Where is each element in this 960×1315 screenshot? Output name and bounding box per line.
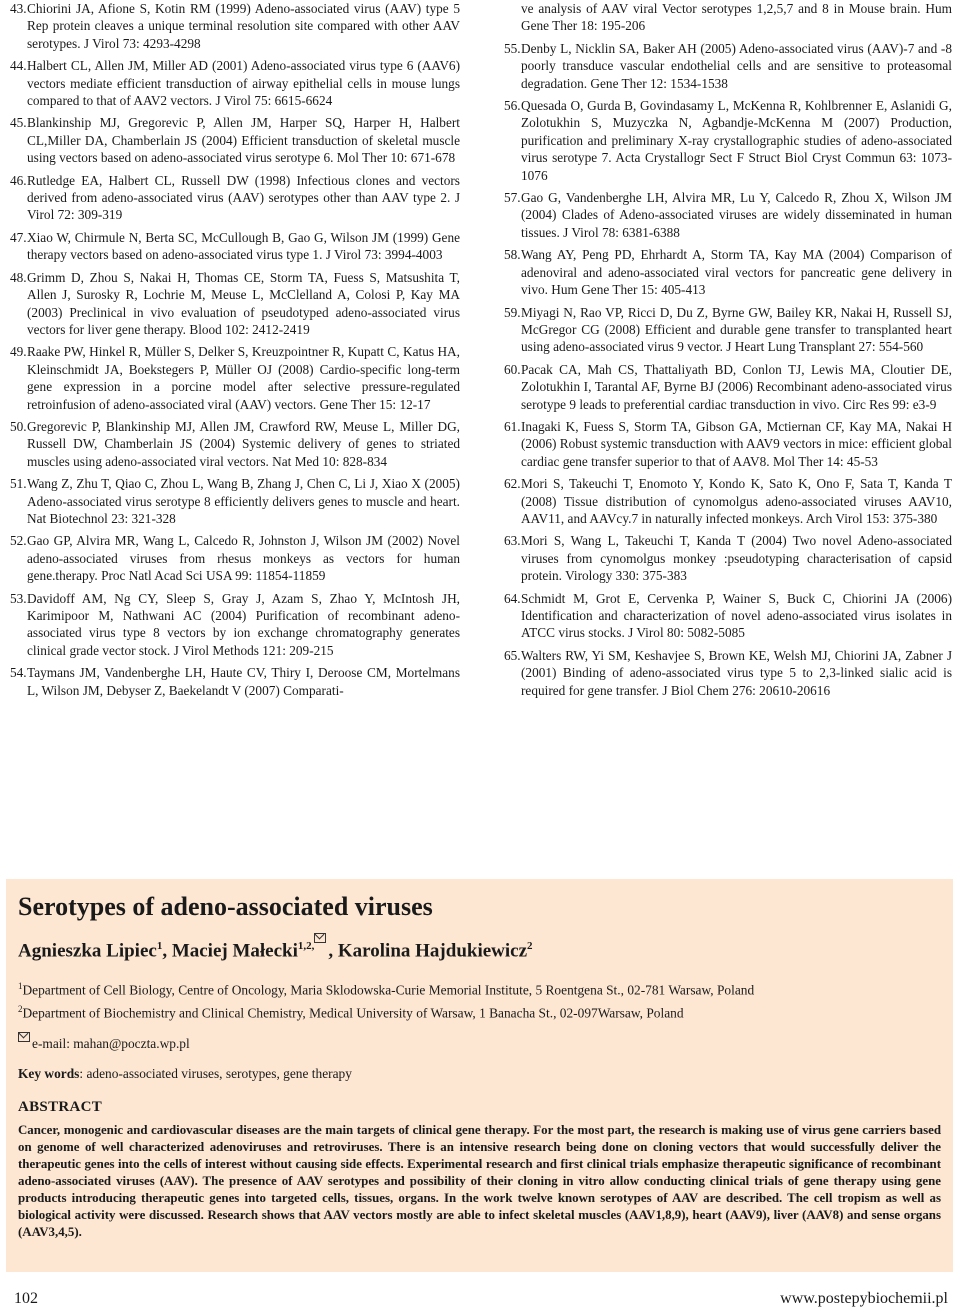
reference-text: Wang Z, Zhu T, Qiao C, Zhou L, Wang B, Zhang J, Chen C, Li J, Xiao X (2005) Adeno-associated virus serotype 8 efficiently delivers genes to muscle and heart. Nat Biotechnol 23: 321-328: [27, 476, 460, 526]
author-name: Karolina Hajdukiewicz: [337, 940, 528, 962]
reference-text: Mori S, Wang L, Takeuchi T, Kanda T (2004) Two novel Adeno-associated viruses from cynomolgus monkey :pseudotyping characterisation of capsid protein. Virology 330: 375-383: [521, 533, 952, 584]
abstract-text: Cancer, monogenic and cardiovascular diseases are the main targets of clinical gene therapy. For the most part, the research is making use of virus gene carriers based on genome of well characterized adenoviruses and retroviruses. There is an intensive research being done on cloning vectors that would successfully deliver the therapeutic genes into the cells of interest without causing side effects. Experimental research and first clinical trials emphasize therapeutic significance of recombinant adeno-associated viruses (AAV). The presence of AAV serotypes and possibility of their cloning in vitro allow conducting clinical trials of gene therapy using gene products introducing therapeutic genes into targeted cells, tissues, organs. In the work twelve known serotypes of AAV are described. The cell tropism as well as biological activity were discussed. Research shows that AAV vectors mostly are able to infect skeletal muscles (AAV1,8,9), heart (AAV9), liver (AAV8) and sense organs (AAV3,4,5).: [18, 1123, 941, 1240]
keywords-label: Key words: [18, 1066, 80, 1082]
journal-website: www.postepybiochemii.pl: [780, 1290, 948, 1307]
reference-number: 52.: [10, 533, 27, 549]
reference-text: Chiorini JA, Afione S, Kotin RM (1999) Adeno-associated virus (AAV) type 5 Rep protein cleaves a unique terminal resolution site compared with other AAV serotypes. J Virol 73: 4293-4298: [27, 1, 460, 51]
reference-number: 57.: [504, 190, 521, 206]
reference-text: Halbert CL, Allen JM, Miller AD (2001) Adeno-associated virus type 6 (AAV6) vectors mediate efficient transduction of airway epithelial cells in mouse lungs compared to that of AAV2 vectors. J Virol 75: 6615-6624: [27, 58, 460, 109]
reference-item: [504, 97, 952, 184]
reference-number: 48.: [10, 269, 27, 285]
affiliation-text: Department of Cell Biology, Centre of Oncology, Maria Sklodowska-Curie Memorial Institute, 5 Roentgena St., 02-781 Warsaw, Poland: [22, 982, 755, 998]
reference-number: 60.: [504, 361, 521, 377]
reference-item: [504, 647, 952, 699]
author-list: [18, 933, 941, 963]
reference-item: [10, 229, 460, 264]
reference-item: [10, 590, 460, 660]
reference-number: 45.: [10, 115, 27, 131]
references-left-column: [10, 0, 460, 704]
reference-item: [504, 304, 952, 356]
reference-text: Gao GP, Alvira MR, Wang L, Calcedo R, Johnston J, Wilson JM (2002) Novel adeno-associated viruses from rhesus monkeys as vectors for human gene.therapy. Proc Natl Acad Sci USA 99: 11854-11859: [27, 533, 460, 584]
keywords: [18, 1065, 941, 1083]
author-separator: ,: [162, 940, 172, 962]
reference-number: 51.: [10, 476, 27, 492]
author-affiliation-marker: 1,2,: [297, 940, 315, 952]
reference-item: [504, 40, 952, 92]
reference-number: 54.: [10, 665, 27, 681]
reference-text: Taymans JM, Vandenberghe LH, Haute CV, Thiry I, Deroose CM, Mortelmans L, Wilson JM, Debyser Z, Baekelandt V (2007) Comparati-: [27, 665, 460, 698]
reference-item: [10, 114, 460, 166]
reference-number: 65.: [504, 647, 521, 663]
reference-number: 56.: [504, 98, 521, 114]
reference-number: 46.: [10, 172, 27, 188]
reference-text: Walters RW, Yi SM, Keshavjee S, Brown KE, Welsh MJ, Chiorini JA, Zabner J (2001) Binding of adeno-associated virus type 5 to 2,3-linked sialic acid is required for gene transfer. J Biol Chem 276: 20610-20616: [521, 647, 952, 698]
affiliation: [18, 977, 941, 999]
reference-item: [504, 418, 952, 470]
reference-text: Wang AY, Peng PD, Ehrhardt A, Storm TA, Kay MA (2004) Comparison of adenoviral and adeno-associated viral vectors for pancreatic gene delivery in vivo. Hum Gene Ther 15: 405-413: [521, 247, 952, 298]
reference-item: [10, 57, 460, 109]
reference-item: [10, 343, 460, 413]
reference-text: Rutledge EA, Halbert CL, Russell DW (1998) Infectious clones and vectors derived from adeno-associated virus (AAV) serotypes other than AAV type 2. J Virol 72: 309-319: [27, 172, 460, 223]
reference-text: Gao G, Vandenberghe LH, Alvira MR, Lu Y, Calcedo R, Zhou X, Wilson JM (2004) Clades of Adeno-associated viruses are widely disseminated in human tissues. J Virol 78: 6381-6388: [521, 190, 952, 240]
reference-text: Miyagi N, Rao VP, Ricci D, Du Z, Byrne GW, Bailey KR, Nakai H, Russell SJ, McGregor CG (2008) Efficient and durable gene transfer to transplanted heart using adeno-associated virus 9 vector. J Heart Lung Transplant 27: 554-560: [521, 304, 952, 355]
reference-item: [10, 269, 460, 339]
reference-item: [504, 532, 952, 584]
reference-item: [10, 475, 460, 527]
page-number: 102: [14, 1290, 38, 1307]
affiliation-marker: 1: [18, 981, 23, 992]
reference-item: [504, 475, 952, 527]
reference-number: 47.: [10, 229, 27, 245]
reference-text: Grimm D, Zhou S, Nakai H, Thomas CE, Storm TA, Fuess S, Matsushita T, Allen J, Surosky R, Lochrie M, Meuse L, McClelland A, Colosi P, Kay MA (2003) Preclinical in vivo evaluation of pseudotyped adeno-associated virus vectors for liver gene therapy. Blood 102: 2412-2419: [27, 269, 460, 337]
reference-item: [504, 246, 952, 298]
reference-number: 43.: [10, 1, 27, 16]
reference-text: Inagaki K, Fuess S, Storm TA, Gibson GA, Mctiernan CF, Kay MA, Nakai H (2006) Robust systemic transduction with AAV9 vectors in mice: efficient global cardiac gene transfer superior to that of AAV8. Mol Ther 14: 45-53: [521, 418, 952, 469]
article-header-box: [6, 879, 953, 1272]
article-title: Serotypes of adeno-associated viruses: [18, 892, 433, 921]
abstract-heading: ABSTRACT: [18, 1099, 103, 1116]
reference-text: Quesada O, Gurda B, Govindasamy L, McKenna R, Kohlbrenner E, Aslanidi G, Zolotukhin S, Muzyczka N, Agbandje-McKenna M (2007) Production, purification and preliminary X-ray crystallographic studies of adeno-associated virus serotype 7. Acta Crystallogr Sect F Struct Biol Cryst Commun 63: 1073-1076: [521, 98, 952, 183]
reference-text: Xiao W, Chirmule N, Berta SC, McCullough B, Gao G, Wilson JM (1999) Gene therapy vectors based on adeno-associated virus type 1. J Virol 73: 3994-4003: [27, 229, 460, 263]
author-name: Agnieszka Lipiec: [18, 940, 157, 962]
reference-number: 49.: [10, 344, 27, 360]
reference-item: [504, 189, 952, 241]
reference-number: 44.: [10, 58, 27, 74]
email-text: e-mail: mahan@poczta.wp.pl: [32, 1036, 190, 1052]
reference-item: [10, 172, 460, 224]
reference-item: [10, 664, 460, 699]
reference-text: Blankinship MJ, Gregorevic P, Allen JM, Harper SQ, Harper H, Halbert CL,Miller DA, Chamberlain JS (2004) Efficient transduction of skeletal muscle using vectors based on adeno-associated virus serotype 6. Mol Ther 10: 671-678: [27, 115, 460, 166]
reference-number: 61.: [504, 418, 521, 434]
envelope-icon: [18, 1032, 30, 1042]
reference-number: 63.: [504, 533, 521, 549]
reference-text: Davidoff AM, Ng CY, Sleep S, Gray J, Azam S, Zhao Y, McIntosh JH, Karimipoor M, Nathwani AC (2004) Purification of recombinant adeno-associated virus type 8 vectors by ion exchange chromatography generates clinical grade vector stock. J Virol Methods 121: 209-215: [27, 590, 460, 658]
author-separator: ,: [328, 940, 338, 962]
reference-item: [10, 532, 460, 584]
reference-text: Pacak CA, Mah CS, Thattaliyath BD, Conlon TJ, Lewis MA, Cloutier DE, Zolotukhin I, Tarantal AF, Byrne BJ (2006) Recombinant adeno-associated virus serotype 9 leads to preferential cardiac transduction in vivo. Circ Res 99: e3-9: [521, 361, 952, 412]
author-name: Maciej Małecki: [171, 940, 298, 962]
reference-text: Schmidt M, Grot E, Cervenka P, Wainer S, Buck C, Chiorini JA (2006) Identification and characterization of novel adeno-associated virus isolates in ATCC virus stocks. J Virol 80: 5082-5085: [521, 590, 952, 641]
reference-item: [10, 0, 460, 52]
affiliation-marker: 2: [18, 1003, 23, 1014]
affiliation: [18, 1000, 941, 1022]
reference-number: 62.: [504, 476, 521, 492]
reference-item: [504, 361, 952, 413]
reference-number: 53.: [10, 590, 27, 606]
reference-number: 58.: [504, 247, 521, 263]
references-right-column: [504, 0, 952, 704]
reference-text: Raake PW, Hinkel R, Müller S, Delker S, Kreuzpointner R, Kupatt C, Katus HA, Kleinschmidt JA, Boekstegers P, Müller OJ (2008) Cardio-specific long-term gene expression in a porcine model after selective pressure-regulated retroinfusion of adeno-associated viral (AAV) vectors. Gene Ther 15: 12-17: [27, 344, 460, 412]
reference-item: [504, 590, 952, 642]
author-affiliation-marker: 1: [156, 940, 163, 952]
envelope-icon: [314, 940, 328, 952]
keywords-text: : adeno-associated viruses, serotypes, gene therapy: [79, 1066, 352, 1082]
reference-number: 50.: [10, 418, 27, 434]
contact-email: [18, 1032, 941, 1053]
reference-text: Denby L, Nicklin SA, Baker AH (2005) Adeno-associated virus (AAV)-7 and -8 poorly transduce vascular endothelial cells and are sensitive to proteasomal degradation. Gene Ther 12: 1534-1538: [521, 40, 952, 91]
reference-number: 64.: [504, 590, 521, 606]
reference-number: 55.: [504, 40, 521, 56]
reference-item: [10, 418, 460, 470]
reference-continuation: ve analysis of AAV viral Vector serotypes 1,2,5,7 and 8 in Mouse brain. Hum Gene Ther 18: 195-206: [521, 1, 952, 34]
reference-text: Gregorevic P, Blankinship MJ, Allen JM, Crawford RW, Meuse L, Miller DG, Russell DW, Chamberlain JS (2004) Systemic delivery of genes to striated muscles using adeno-associated viral vectors. Nat Med 10: 828-834: [27, 418, 460, 469]
author-affiliation-marker: 2: [527, 940, 533, 952]
reference-number: 59.: [504, 304, 521, 320]
reference-text: Mori S, Takeuchi T, Enomoto Y, Kondo K, Sato K, Ono F, Sata T, Kanda T (2008) Tissue distribution of cynomolgus adeno-associated viruses AAV10, AAV11, and AAVcy.7 in naturally infected monkeys. Arch Virol 153: 375-380: [521, 476, 952, 526]
affiliation-text: Department of Biochemistry and Clinical Chemistry, Medical University of Warsaw, 1 Banacha St., 02-097Warsaw, Poland: [22, 1005, 684, 1021]
